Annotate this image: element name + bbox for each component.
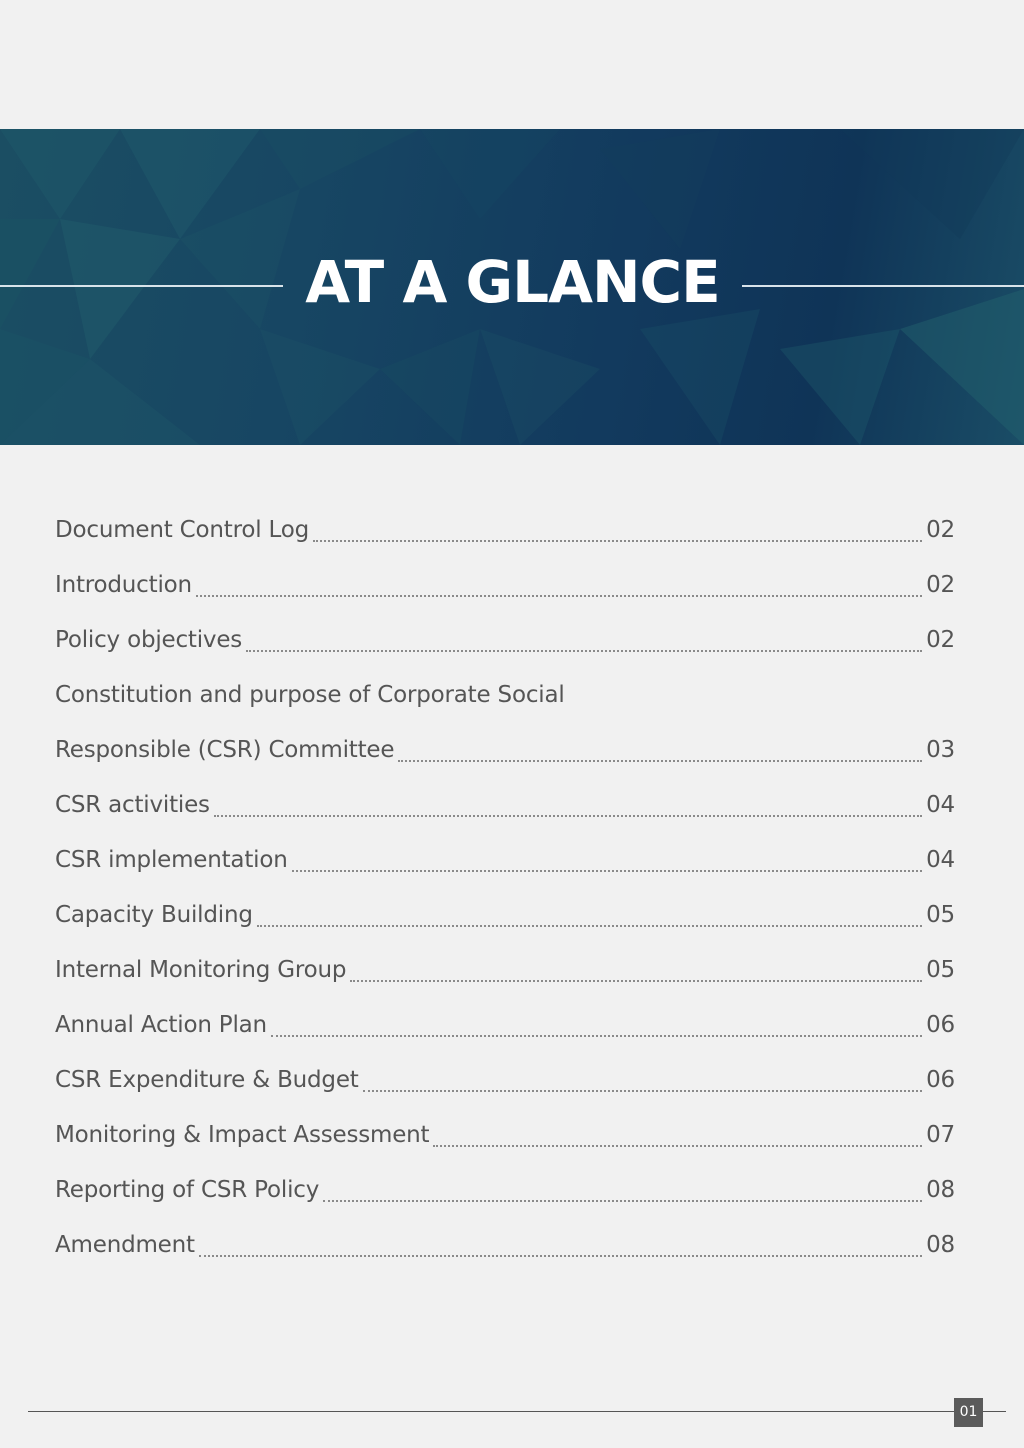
- toc-entry-label: Document Control Log: [55, 517, 309, 543]
- toc-entry-page: 06: [926, 1067, 955, 1093]
- toc-entry-introduction[interactable]: [55, 555, 955, 610]
- dotted-leader: [398, 746, 922, 762]
- toc-entry-page: 08: [926, 1177, 955, 1203]
- toc-entry-label: Annual Action Plan: [55, 1012, 267, 1038]
- toc-entry-page: 08: [926, 1232, 955, 1258]
- page-title: AT A GLANCE: [305, 248, 720, 316]
- toc-entry-csr-activities[interactable]: [55, 775, 955, 830]
- toc-entry-page: 04: [926, 847, 955, 873]
- dotted-leader: [196, 581, 922, 597]
- toc-entry-label: Monitoring & Impact Assessment: [55, 1122, 430, 1148]
- toc-entry-amendment[interactable]: [55, 1215, 955, 1270]
- dotted-leader: [199, 1241, 922, 1257]
- toc-entry-reporting-csr-policy[interactable]: [55, 1160, 955, 1215]
- toc-entry-annual-action-plan[interactable]: [55, 995, 955, 1050]
- toc-entry-page: 07: [926, 1122, 955, 1148]
- dotted-leader: [363, 1076, 923, 1092]
- toc-entry-csr-expenditure-budget[interactable]: [55, 1050, 955, 1105]
- toc-entry-page: 05: [926, 902, 955, 928]
- dotted-leader: [292, 856, 923, 872]
- toc-entry-label: Reporting of CSR Policy: [55, 1177, 320, 1203]
- toc-entry-label: CSR implementation: [55, 847, 288, 873]
- toc-entry-page: 02: [926, 627, 955, 653]
- toc-entry-page: 05: [926, 957, 955, 983]
- toc-entry-page: 02: [926, 572, 955, 598]
- toc-entry-internal-monitoring-group[interactable]: [55, 940, 955, 995]
- toc-entry-csr-committee[interactable]: [55, 720, 955, 775]
- title-rule-left: [0, 285, 283, 287]
- toc-entry-label: CSR Expenditure & Budget: [55, 1067, 359, 1093]
- toc-entry-label: CSR activities: [55, 792, 210, 818]
- toc-entry-constitution-line-1[interactable]: [55, 665, 955, 720]
- dotted-leader: [214, 801, 922, 817]
- dotted-leader: [313, 526, 922, 542]
- dotted-leader: [433, 1131, 922, 1147]
- footer-rule: [28, 1411, 1006, 1412]
- header-banner: [0, 129, 1024, 445]
- toc-entry-page: 02: [926, 517, 955, 543]
- toc-entry-label: Amendment: [55, 1232, 195, 1258]
- toc-entry-label: Internal Monitoring Group: [55, 957, 347, 983]
- dotted-leader: [271, 1021, 922, 1037]
- toc-entry-label: Constitution and purpose of Corporate Social: [55, 682, 565, 708]
- toc-entry-policy-objectives[interactable]: [55, 610, 955, 665]
- toc-entry-label: Introduction: [55, 572, 192, 598]
- page-number-badge: 01: [954, 1398, 983, 1427]
- toc-entry-page: 04: [926, 792, 955, 818]
- toc-entry-csr-implementation[interactable]: [55, 830, 955, 885]
- dotted-leader: [350, 966, 922, 982]
- toc-entry-label: Capacity Building: [55, 902, 253, 928]
- toc-entry-document-control-log[interactable]: [55, 500, 955, 555]
- toc-entry-label: Policy objectives: [55, 627, 243, 653]
- toc-entry-page: 03: [926, 737, 955, 763]
- dotted-leader: [323, 1186, 922, 1202]
- dotted-leader: [246, 636, 922, 652]
- toc-entry-label: Responsible (CSR) Committee: [55, 737, 395, 763]
- toc-entry-monitoring-impact-assessment[interactable]: [55, 1105, 955, 1160]
- toc-entry-page: 06: [926, 1012, 955, 1038]
- title-rule-right: [742, 285, 1024, 287]
- toc-entry-capacity-building[interactable]: [55, 885, 955, 940]
- table-of-contents: [55, 500, 955, 1270]
- dotted-leader: [257, 911, 922, 927]
